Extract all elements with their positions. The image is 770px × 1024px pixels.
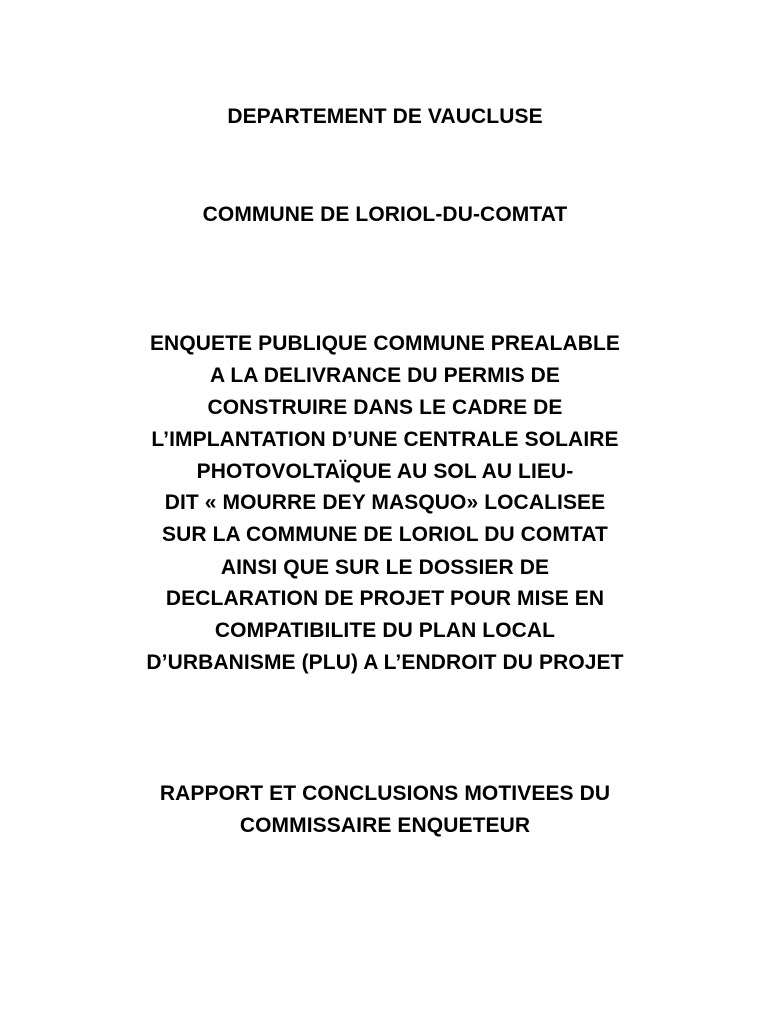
subject-line: SUR LA COMMUNE DE LORIOL DU COMTAT [162,523,608,546]
commune-heading: COMMUNE DE LORIOL-DU-COMTAT [202,203,568,226]
subject-line: A LA DELIVRANCE DU PERMIS DE [209,364,561,387]
subject-line: COMPATIBILITE DU PLAN LOCAL [214,619,556,642]
subject-line: DECLARATION DE PROJET POUR MISE EN [165,587,605,610]
subject-line: DIT « MOURRE DEY MASQUO» LOCALISEE [164,491,606,514]
report-title-line: RAPPORT ET CONCLUSIONS MOTIVEES DU [159,782,611,805]
subject-line: CONSTRUIRE DANS LE CADRE DE [207,396,563,419]
subject-line: D’URBANISME (PLU) A L’ENDROIT DU PROJET [146,651,624,674]
report-title-line: COMMISSAIRE ENQUETEUR [239,814,531,837]
department-heading: DEPARTEMENT DE VAUCLUSE [227,105,543,128]
subject-line: PHOTOVOLTAÏQUE AU SOL AU LIEU- [196,460,574,483]
subject-line: ENQUETE PUBLIQUE COMMUNE PREALABLE [149,332,621,355]
subject-line: AINSI QUE SUR LE DOSSIER DE [220,556,550,579]
subject-line: L’IMPLANTATION D’UNE CENTRALE SOLAIRE [151,428,619,451]
